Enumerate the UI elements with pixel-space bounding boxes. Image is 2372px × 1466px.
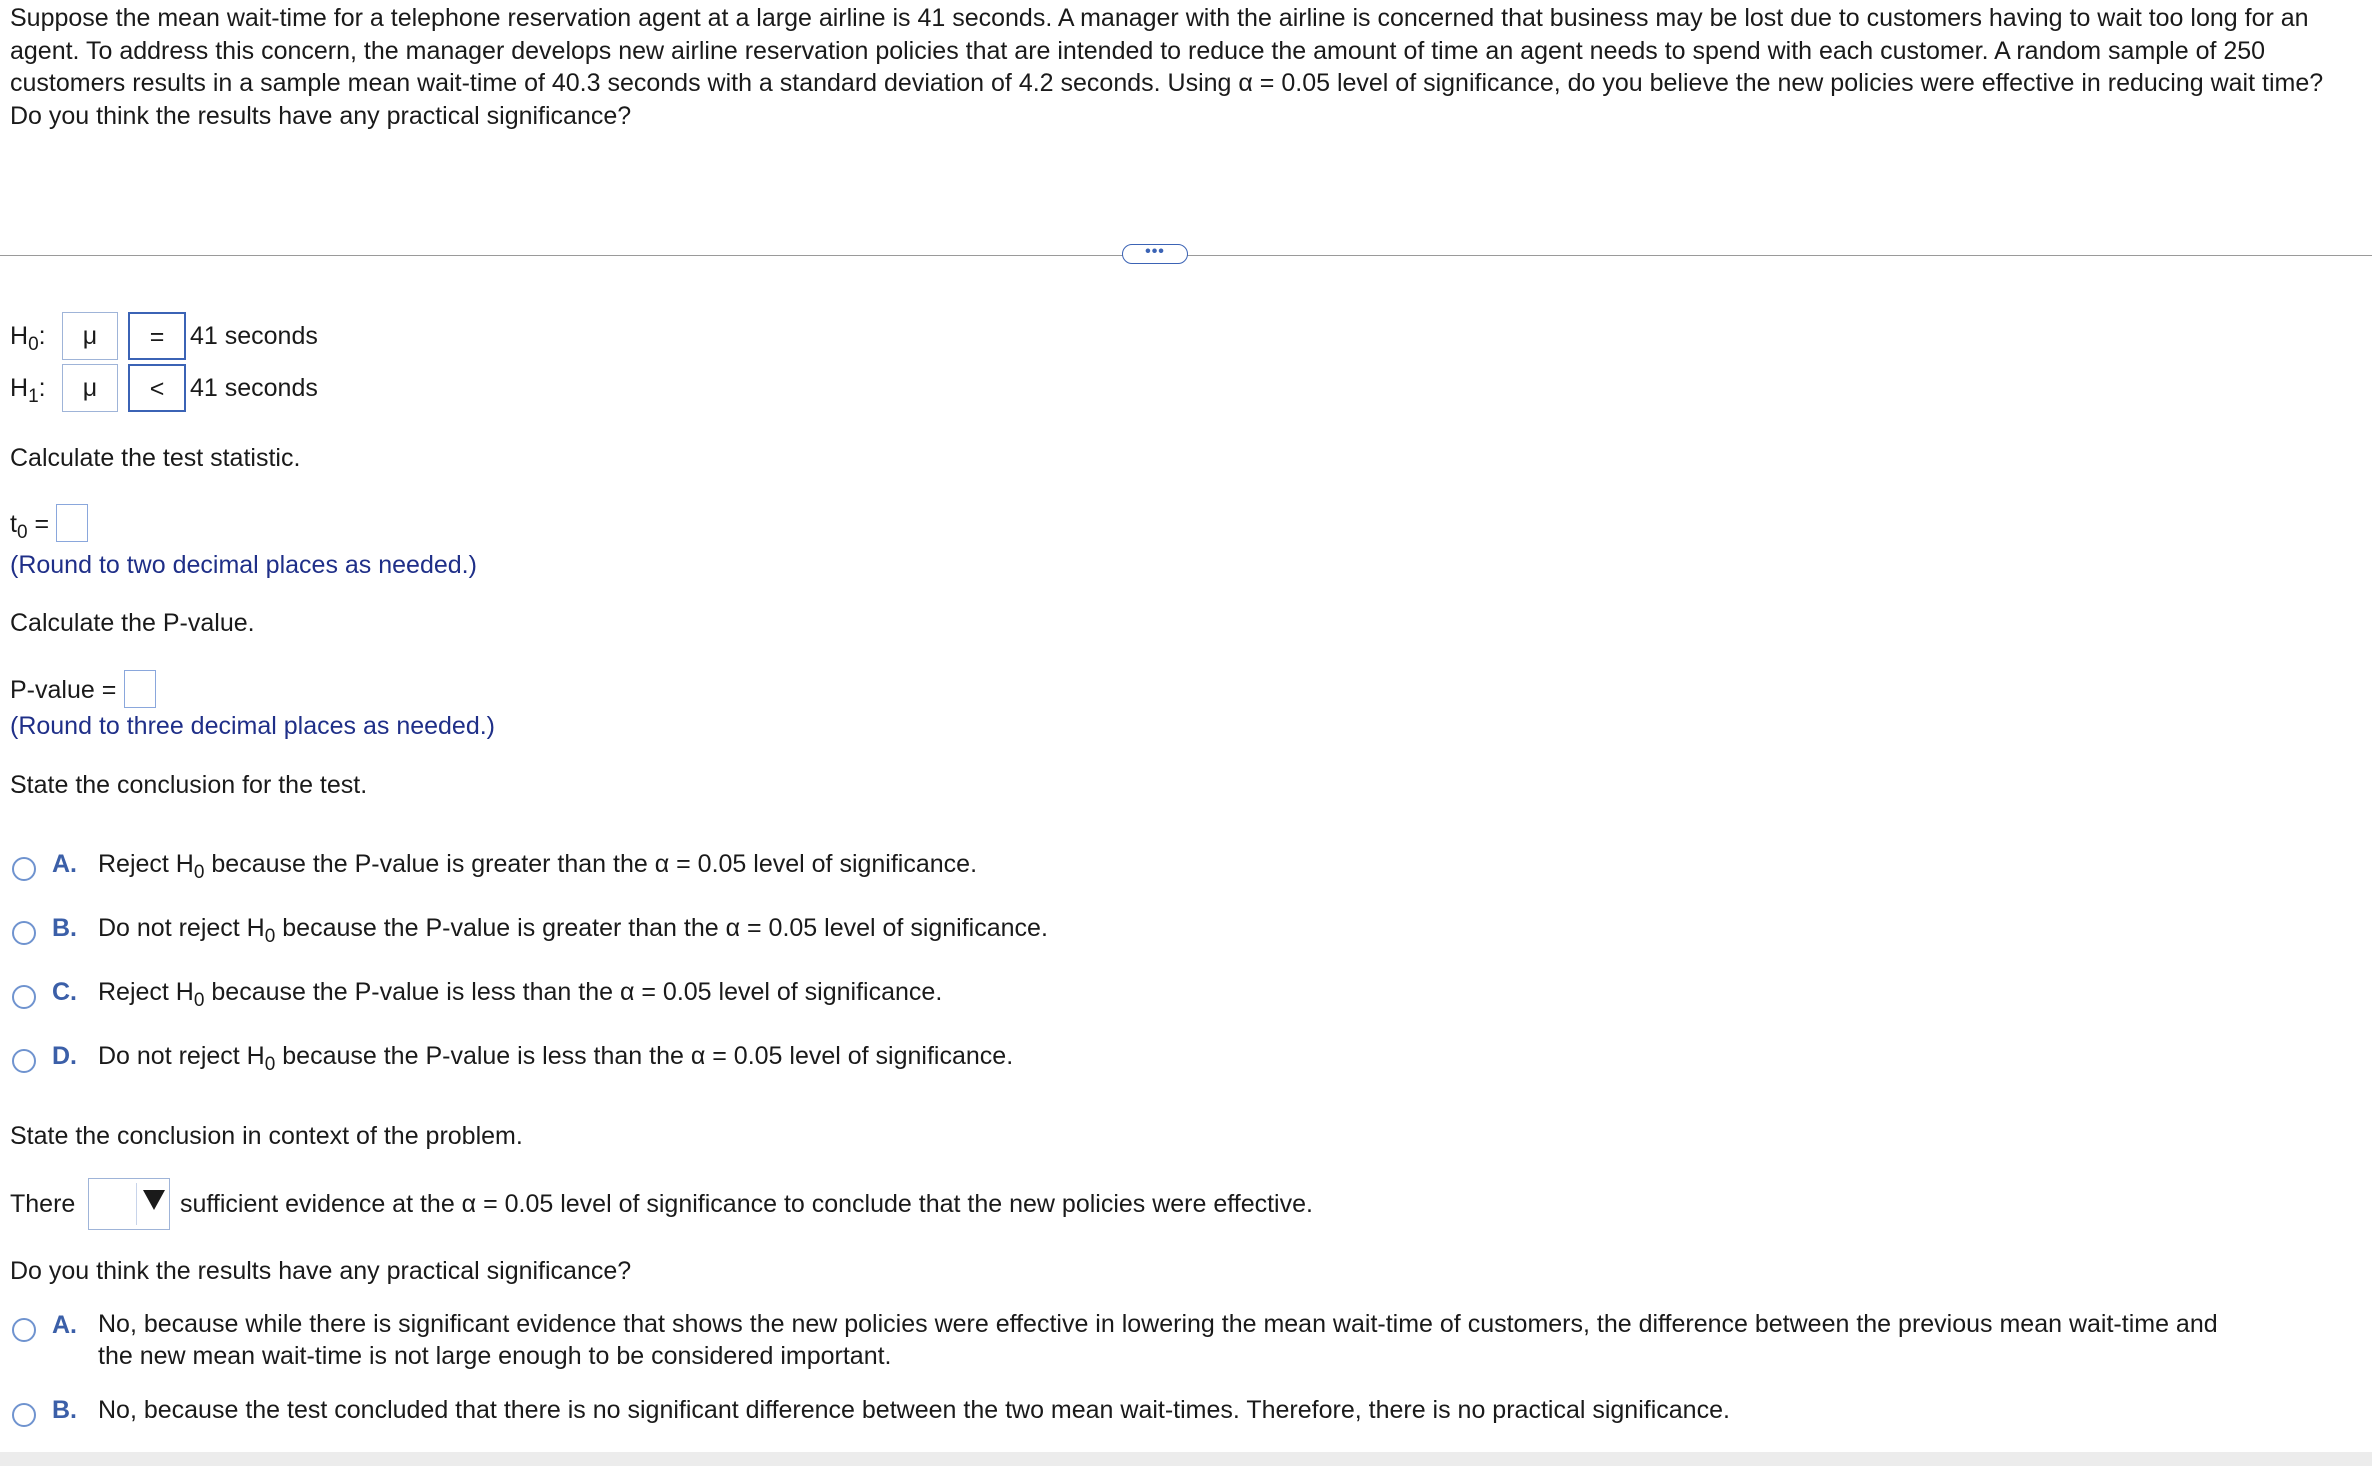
practical-prompt: Do you think the results have any practical significance? (10, 1257, 632, 1285)
context-post-text: sufficient evidence at the α = 0.05 level of significance to conclude that the new policies were effective. (180, 1190, 1313, 1218)
dropdown-arrow-icon (143, 1190, 165, 1210)
show-more-button[interactable]: ••• (1122, 244, 1188, 264)
null-hypothesis-row (10, 312, 410, 358)
test-statistic-prompt: Calculate the test statistic. (10, 444, 301, 472)
context-prompt: State the conclusion in context of the problem. (10, 1122, 523, 1150)
h0-operator-box[interactable]: = (128, 312, 186, 360)
radio-button[interactable] (12, 921, 36, 945)
conclusion-prompt: State the conclusion for the test. (10, 771, 368, 799)
h1-operator-box[interactable]: < (128, 364, 186, 412)
h0-value: 41 seconds (190, 322, 318, 350)
h0-parameter-box[interactable]: μ (62, 312, 118, 360)
h0-label: $H_0$: (10, 322, 46, 355)
dropdown-separator (136, 1183, 137, 1225)
test-statistic-hint: (Round to two decimal places as needed.) (10, 551, 477, 579)
p-value-label: P-value = (10, 676, 117, 704)
radio-button[interactable] (12, 1049, 36, 1073)
bottom-scroll-strip (0, 1452, 2372, 1466)
t0-label: $t_0$ = (10, 510, 50, 543)
radio-button[interactable] (12, 985, 36, 1009)
practical-option-a[interactable]: A. No, because while there is significant evidence that shows the new policies were effective in lowering the mean wait-time of customers, the difference between the previous mean wait-time and the new mean wait-time is not large enough to be considered important. (12, 1311, 2352, 1383)
p-value-row (10, 670, 310, 710)
practical-option-b[interactable]: B. No, because the test concluded that there is no significant difference between the two mean wait-times. Therefore, there is no practical significance. (12, 1396, 2352, 1436)
conclusion-option-d[interactable]: D. Do not reject $H_0$ because the P-value is less than the α = 0.05 level of significance. (12, 1042, 1212, 1082)
conclusion-option-b[interactable]: B. Do not reject $H_0$ because the P-value is greater than the α = 0.05 level of significance. (12, 914, 1212, 954)
context-pre-text: There (10, 1190, 76, 1218)
radio-button[interactable] (12, 857, 36, 881)
test-statistic-row (10, 504, 210, 544)
h1-value: 41 seconds (190, 374, 318, 402)
evidence-dropdown[interactable] (88, 1178, 170, 1230)
conclusion-option-c[interactable]: C. Reject $H_0$ because the P-value is less than the α = 0.05 level of significance. (12, 978, 1212, 1018)
p-value-hint: (Round to three decimal places as needed.) (10, 712, 496, 740)
alt-hypothesis-row (10, 364, 410, 410)
h1-parameter-box[interactable]: μ (62, 364, 118, 412)
p-value-prompt: Calculate the P-value. (10, 609, 255, 637)
problem-statement: Suppose the mean wait-time for a telephone reservation agent at a large airline is 41 seconds. A manager with the airline is concerned that business may be lost due to customers having to wait too long for an agent. To address this concern, the manager develops new airline reservation policies that are intended to reduce the amount of time an agent needs to spend with each customer. A random sample of 250 customers results in a sample mean wait-time of 40.3 seconds with a standard deviation of 4.2 seconds. Using α = 0.05 level of significance, do you believe the new policies were effective in reducing wait time? Do you think the results have any practical significance? (10, 4, 2324, 130)
radio-button[interactable] (12, 1318, 36, 1342)
h1-label: $H_1$: (10, 374, 46, 407)
radio-button[interactable] (12, 1403, 36, 1427)
test-statistic-input[interactable] (56, 504, 88, 542)
p-value-input[interactable] (124, 670, 156, 708)
conclusion-option-a[interactable]: A. Reject $H_0$ because the P-value is greater than the α = 0.05 level of significance. (12, 850, 1212, 890)
